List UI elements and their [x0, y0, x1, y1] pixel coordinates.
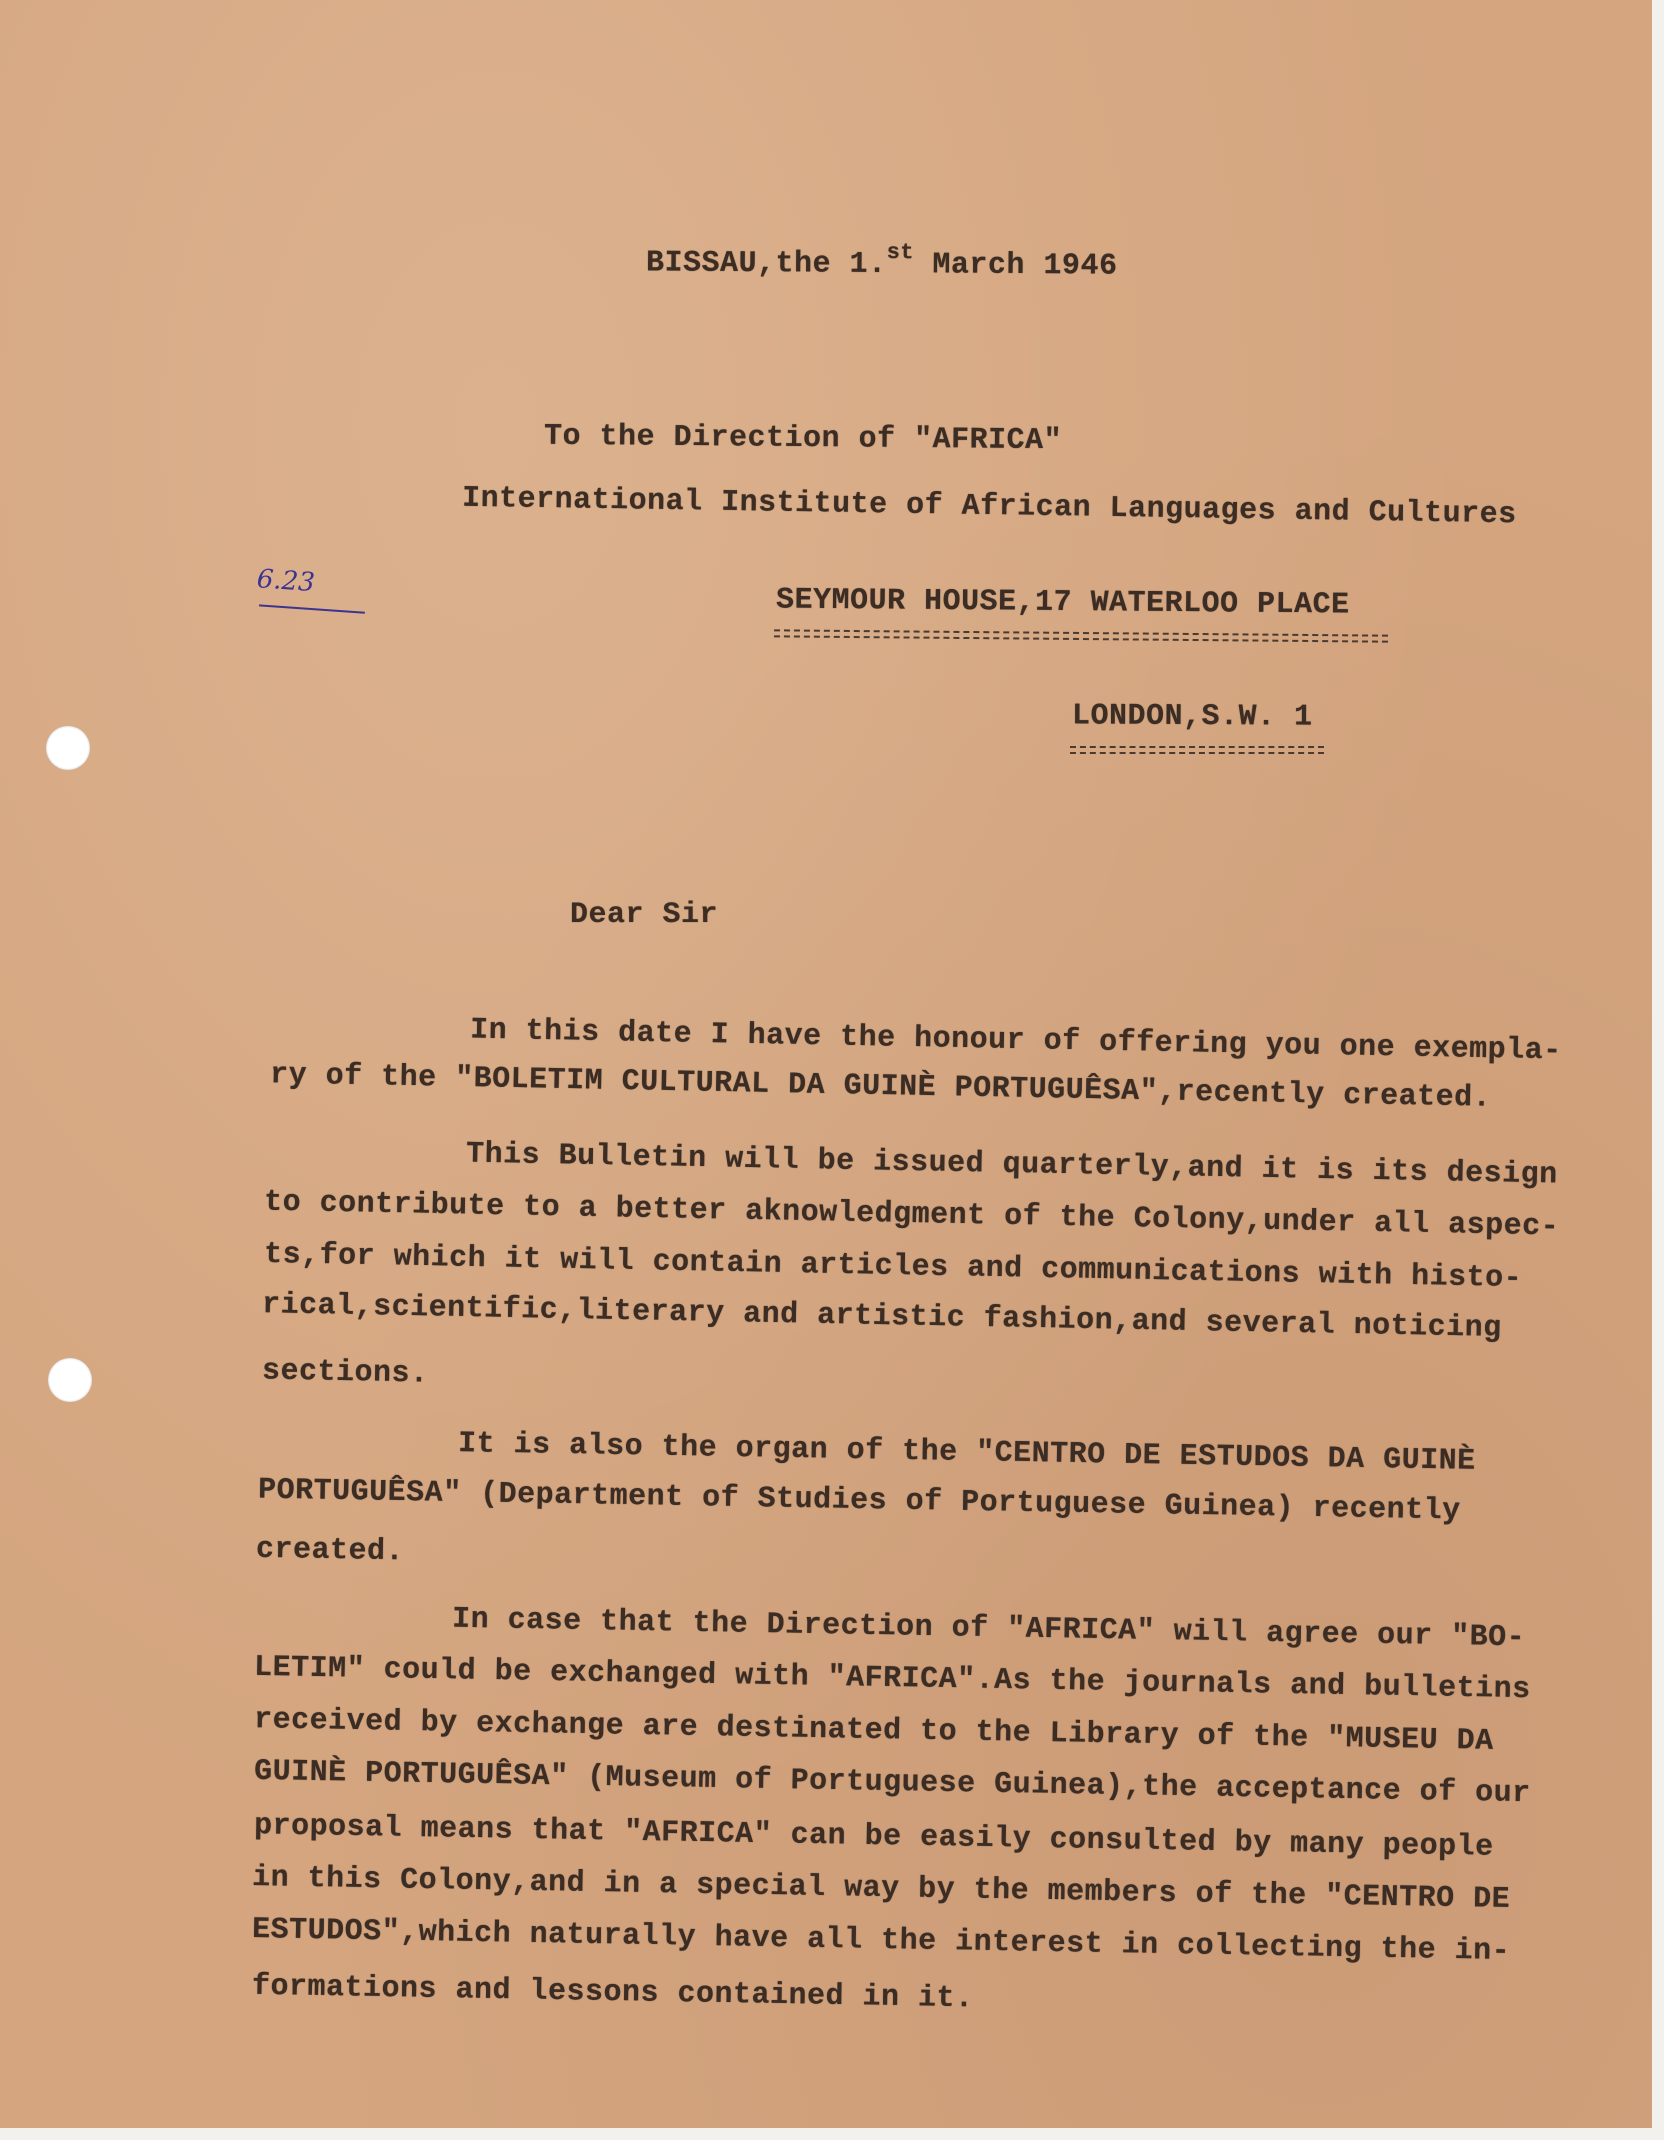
- body-line: received by exchange are destinated to the Library of the "MUSEU DA: [253, 1703, 1494, 1759]
- address-line-2: International Institute of African Languages and Cultures: [461, 481, 1517, 533]
- handwritten-annotation: [254, 564, 369, 624]
- body-line: formations and lessons contained in it.: [251, 1969, 974, 2017]
- punch-hole-top: [46, 726, 90, 770]
- punch-hole-bottom: [48, 1358, 92, 1402]
- body-line: ts,for which it will contain articles and communications with histo-: [263, 1237, 1523, 1297]
- address-line-3: SEYMOUR HOUSE,17 WATERLOO PLACE: [775, 583, 1350, 623]
- scan-margin-right: [1652, 0, 1664, 2140]
- salutation: Dear Sir: [570, 898, 719, 932]
- address-line-3-underline: [774, 629, 1388, 642]
- body-line: In case that the Direction of "AFRICA" will agree our "BO-: [451, 1602, 1526, 1656]
- body-line: proposal means that "AFRICA" can be easily consulted by many people: [253, 1809, 1494, 1865]
- body-line: This Bulletin will be issued quarterly,and it is its design: [465, 1137, 1558, 1193]
- body-line: ESTUDOS",which naturally have all the interest in collecting the in-: [251, 1913, 1511, 1969]
- dateline-prefix: BISSAU,the 1.: [645, 246, 887, 283]
- body-line: created.: [255, 1532, 405, 1570]
- dateline-rest: March 1946: [932, 248, 1118, 284]
- body-line: rical,scientific,literary and artistic fashion,and several noticing: [261, 1288, 1502, 1346]
- body-line: LETIM" could be exchanged with "AFRICA".As the journals and bulletins: [253, 1650, 1531, 1708]
- body-line: GUINÈ PORTUGUÊSA" (Museum of Portuguese Guinea),the acceptance of our: [253, 1754, 1531, 1812]
- address-line-1: To the Direction of "AFRICA": [543, 419, 1063, 459]
- dateline: [645, 240, 1118, 284]
- body-line: to contribute to a better aknowledgment of the Colony,under all aspec-: [263, 1185, 1560, 1245]
- body-line: It is also the organ of the "CENTRO DE ESTUDOS DA GUINÈ: [457, 1427, 1476, 1479]
- handwritten-underline: [259, 604, 365, 613]
- handwritten-annotation-text: 6.23: [255, 564, 316, 599]
- body-line: in this Colony,and in a special way by the members of the "CENTRO DE: [251, 1861, 1511, 1917]
- address-line-4: LONDON,S.W. 1: [1071, 699, 1313, 735]
- body-line: sections.: [261, 1354, 429, 1392]
- body-line: ry of the "BOLETIM CULTURAL DA GUINÈ PORTUGUÊSA",recently created.: [269, 1058, 1492, 1116]
- body-line: In this date I have the honour of offering you one exempla-: [469, 1013, 1562, 1069]
- dateline-ordinal-suffix: st: [886, 240, 915, 266]
- address-line-4-underline: [1070, 746, 1324, 754]
- body-line: PORTUGUÊSA" (Department of Studies of Portuguese Guinea) recently: [257, 1473, 1461, 1529]
- scan-margin-bottom: [0, 2128, 1664, 2140]
